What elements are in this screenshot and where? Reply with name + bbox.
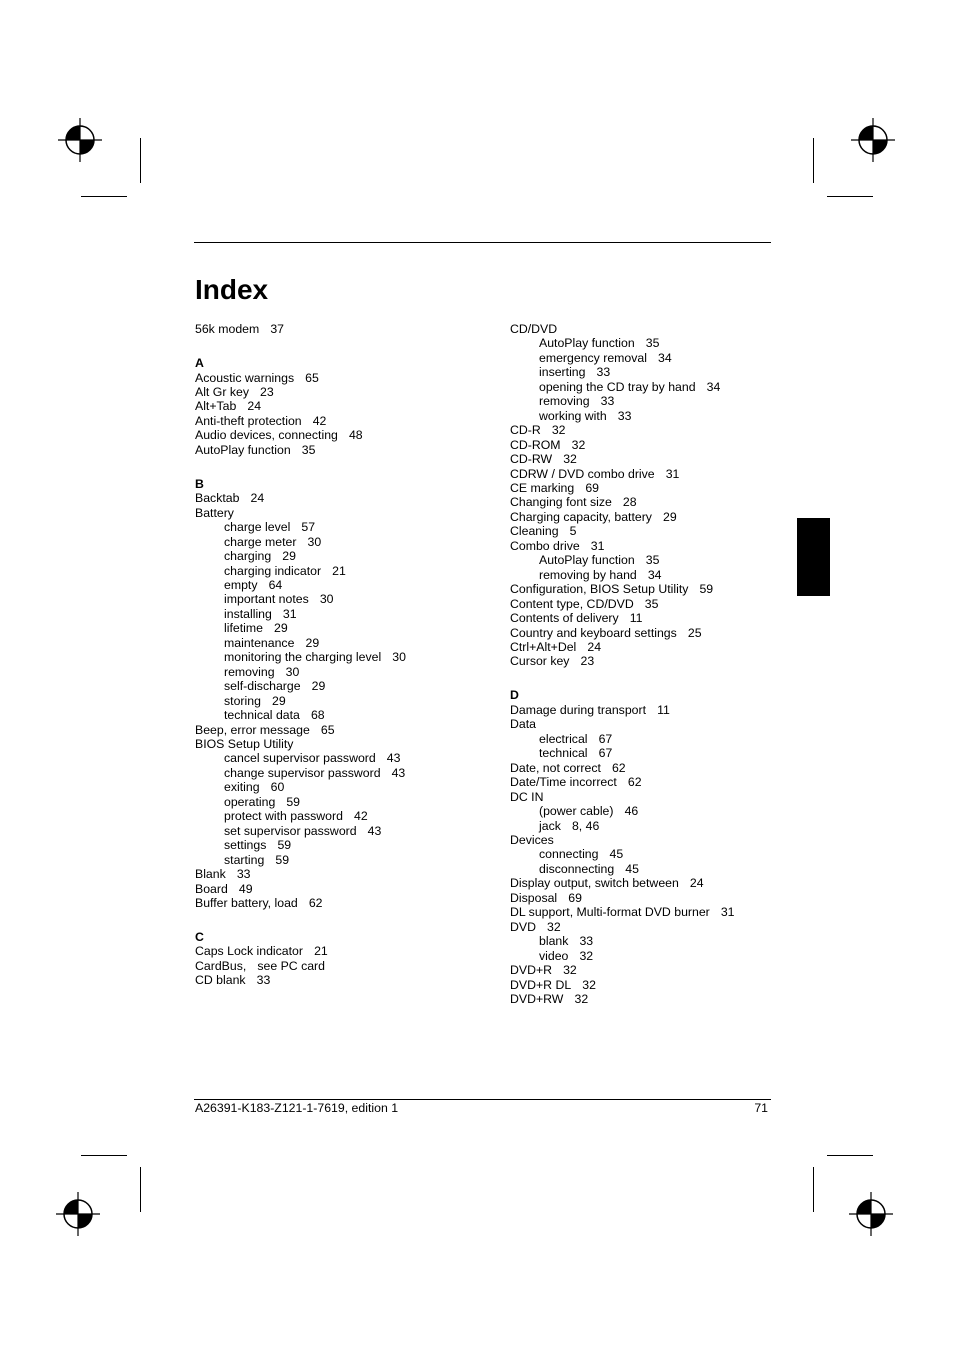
index-term: AutoPlay function: [539, 553, 635, 568]
index-term: starting: [224, 852, 265, 867]
index-page-ref: 69: [568, 890, 582, 905]
index-term: (power cable): [539, 804, 614, 819]
index-page-ref: 43: [391, 765, 406, 780]
index-term: opening the CD tray by hand: [539, 379, 696, 394]
crop-line: [827, 196, 873, 197]
index-entry: [510, 978, 790, 992]
index-page-ref: 32: [579, 948, 594, 963]
index-term: cancel supervisor password: [224, 751, 376, 766]
index-entry: [510, 891, 790, 905]
registration-mark-icon: [58, 118, 102, 162]
section-spacer: [195, 336, 495, 356]
index-page-ref: 35: [301, 442, 316, 457]
index-page-ref: 68: [310, 708, 325, 723]
index-page-ref: 43: [367, 823, 382, 838]
index-page-ref: 32: [563, 963, 577, 978]
index-subentry: [195, 592, 495, 606]
index-term: inserting: [539, 365, 586, 380]
index-term: maintenance: [224, 635, 295, 650]
index-subentry: [195, 780, 495, 794]
index-page-ref: 34: [706, 379, 721, 394]
index-term: Battery: [195, 505, 234, 520]
index-page-ref: 35: [645, 553, 660, 568]
index-term: self-discharge: [224, 679, 301, 694]
index-entry: [510, 452, 790, 466]
index-term: removing: [224, 664, 275, 679]
index-page-ref: 33: [579, 934, 594, 949]
index-subentry: [510, 409, 790, 423]
index-term: DVD: [510, 919, 536, 934]
index-page-ref: 33: [236, 867, 251, 882]
index-subentry: [195, 824, 495, 838]
crop-line: [140, 138, 141, 183]
index-entry: [510, 775, 790, 789]
index-page-ref: 32: [551, 423, 566, 438]
index-page-ref: 45: [625, 861, 639, 876]
section-spacer: [195, 457, 495, 477]
index-entry: [195, 882, 495, 896]
index-term: Content type, CD/DVD: [510, 596, 634, 611]
index-page-ref: 69: [585, 480, 599, 495]
index-term: CD blank: [195, 973, 246, 988]
index-subentry: [510, 351, 790, 365]
index-entry: [510, 495, 790, 509]
crop-line: [81, 196, 127, 197]
index-page-ref: 32: [547, 919, 561, 934]
index-term: emergency removal: [539, 350, 647, 365]
index-letter-heading: C: [195, 930, 204, 944]
index-term: Date/Time incorrect: [510, 775, 617, 790]
index-page-ref: 32: [571, 437, 586, 452]
index-term: Anti-theft protection: [195, 413, 302, 428]
index-page-ref: 28: [622, 495, 637, 510]
thumb-tab: [797, 518, 830, 596]
index-subentry: [195, 853, 495, 867]
index-subentry: [510, 746, 790, 760]
index-subentry: [195, 549, 495, 563]
registration-mark-icon: [851, 118, 895, 162]
index-page-ref: 67: [598, 746, 613, 761]
index-subentry: [195, 795, 495, 809]
index-entry: [510, 654, 790, 668]
index-page-ref: 32: [582, 977, 596, 992]
index-subentry: [195, 636, 495, 650]
index-page-ref: 46: [624, 804, 639, 819]
index-term: Audio devices, connecting: [195, 428, 338, 443]
index-subentry: [510, 568, 790, 582]
index-entry: [510, 582, 790, 596]
index-subentry: [195, 809, 495, 823]
index-term: monitoring the charging level: [224, 650, 382, 665]
index-term: Disposal: [510, 890, 558, 905]
index-term: removing: [539, 394, 590, 409]
index-page-ref: 33: [256, 973, 271, 988]
index-term: Cursor key: [510, 654, 570, 669]
index-term: video: [539, 948, 569, 963]
crop-line: [813, 138, 814, 183]
index-subentry: [510, 819, 790, 833]
index-term: Date, not correct: [510, 760, 601, 775]
index-entry: [510, 524, 790, 538]
index-subentry: [510, 934, 790, 948]
index-page-ref: 33: [596, 365, 611, 380]
index-term: exiting: [224, 780, 260, 795]
index-page-ref: 31: [282, 606, 297, 621]
index-page-ref: 31: [665, 466, 680, 481]
index-page-ref: 37: [270, 322, 284, 336]
index-subentry: [510, 847, 790, 861]
index-entry: [510, 438, 790, 452]
index-entry: [195, 414, 495, 428]
footer-rule: [194, 1099, 771, 1100]
index-page-ref: 67: [598, 731, 613, 746]
index-entry: [195, 959, 495, 973]
index-term: DL support, Multi-format DVD burner: [510, 905, 710, 920]
index-letter-heading: B: [195, 476, 204, 491]
index-page-ref: 60: [270, 780, 285, 795]
index-entry: [195, 428, 495, 442]
index-page-ref: 59: [277, 838, 292, 853]
crop-line: [81, 1155, 127, 1156]
document-id: A26391-K183-Z121-1-7619, edition 1: [195, 1101, 399, 1115]
index-entry: [195, 723, 495, 737]
index-page-ref: 62: [611, 760, 626, 775]
index-entry: [510, 761, 790, 775]
index-page-ref: 48: [348, 428, 363, 443]
index-subentry: [510, 732, 790, 746]
index-page-ref: 24: [247, 399, 262, 414]
index-entry: [510, 322, 790, 336]
index-page-ref: 30: [392, 650, 406, 665]
index-entry: [195, 737, 495, 751]
index-page-ref: 34: [658, 350, 672, 365]
index-term: operating: [224, 794, 276, 809]
index-page-ref: 31: [720, 905, 735, 920]
index-letter-heading: A: [195, 356, 204, 371]
index-term: technical: [539, 746, 588, 761]
index-term: lifetime: [224, 621, 263, 636]
index-term: Alt Gr key: [195, 384, 249, 399]
index-page-ref: 49: [238, 881, 253, 896]
index-term: Board: [195, 881, 228, 896]
index-subentry: [195, 621, 495, 635]
index-entry: [195, 443, 495, 457]
index-term: charge level: [224, 520, 291, 535]
index-term: blank: [539, 934, 569, 949]
index-term: AutoPlay function: [195, 442, 291, 457]
index-entry: [510, 467, 790, 481]
index-subentry: [510, 553, 790, 567]
index-page-ref: see PC card: [257, 958, 325, 973]
crop-line: [140, 1167, 141, 1212]
index-subentry: [195, 694, 495, 708]
index-page-ref: 45: [609, 847, 624, 862]
index-subentry: [510, 862, 790, 876]
index-entry: [510, 992, 790, 1006]
index-term: jack: [539, 818, 561, 833]
index-page-ref: 43: [386, 751, 401, 766]
index-term: CD-RW: [510, 452, 553, 467]
index-term: DVD+R: [510, 963, 553, 978]
index-term: Blank: [195, 867, 226, 882]
index-entry: [195, 385, 495, 399]
index-term: settings: [224, 838, 267, 853]
index-subentry: [195, 578, 495, 592]
index-entry: [510, 963, 790, 977]
index-page-ref: 29: [311, 679, 326, 694]
index-term: empty: [224, 577, 258, 592]
index-term: Buffer battery, load: [195, 895, 298, 910]
index-entry: [510, 703, 790, 717]
index-entry: [510, 905, 790, 919]
index-page-ref: 42: [354, 809, 368, 824]
index-subentry: [510, 949, 790, 963]
index-entry: [195, 399, 495, 413]
index-term: removing by hand: [539, 567, 637, 582]
index-subentry: [195, 751, 495, 765]
index-term: Combo drive: [510, 538, 580, 553]
index-page-ref: 8, 46: [571, 818, 600, 833]
index-page-ref: 35: [645, 336, 660, 351]
index-entry: [510, 423, 790, 437]
index-term: Ctrl+Alt+Del: [510, 639, 577, 654]
index-page-ref: 62: [627, 775, 642, 790]
index-letter-heading: D: [510, 688, 519, 703]
index-entry: [510, 640, 790, 654]
index-entry: [510, 876, 790, 890]
index-column-left: [195, 322, 495, 988]
index-entry: [510, 833, 790, 847]
index-entry: [510, 611, 790, 625]
index-page-ref: 24: [689, 876, 704, 891]
index-entry: [510, 790, 790, 804]
index-term: technical data: [224, 708, 300, 723]
index-page-ref: 59: [275, 852, 290, 867]
index-page-ref: 29: [274, 621, 288, 636]
index-subentry: [195, 564, 495, 578]
index-term: Configuration, BIOS Setup Utility: [510, 582, 689, 597]
index-term: Cleaning: [510, 524, 559, 539]
index-subentry: [195, 520, 495, 534]
index-page-ref: 24: [250, 491, 265, 506]
index-term: installing: [224, 606, 272, 621]
index-entry: [510, 539, 790, 553]
index-page-ref: 59: [286, 794, 301, 809]
index-term: working with: [539, 408, 607, 423]
index-entry: [510, 920, 790, 934]
index-term: CD/DVD: [510, 322, 558, 336]
index-term: Devices: [510, 833, 554, 847]
index-page-ref: 65: [320, 722, 335, 737]
index-term: CD-R: [510, 423, 541, 438]
index-page-ref: 25: [687, 625, 702, 640]
index-term: CardBus,: [195, 958, 247, 973]
index-page-ref: 42: [312, 413, 327, 428]
index-term: DVD+RW: [510, 991, 564, 1006]
index-term: Display output, switch between: [510, 876, 679, 891]
index-page-ref: 21: [332, 563, 346, 578]
index-page-ref: 24: [587, 639, 602, 654]
index-page-ref: 33: [600, 394, 615, 409]
index-page-ref: 29: [663, 509, 677, 524]
index-subentry: [510, 336, 790, 350]
index-term: charging indicator: [224, 563, 322, 578]
index-page-ref: 33: [617, 408, 632, 423]
registration-mark-icon: [56, 1192, 100, 1236]
index-entry: [510, 481, 790, 495]
index-term: CE marking: [510, 480, 575, 495]
registration-mark-icon: [849, 1192, 893, 1236]
index-entry: [195, 506, 495, 520]
index-page-ref: 29: [305, 635, 320, 650]
index-entry: [195, 896, 495, 910]
index-term: DVD+R DL: [510, 977, 572, 992]
index-subentry: [195, 607, 495, 621]
index-page-ref: 62: [308, 895, 323, 910]
index-term: CDRW / DVD combo drive: [510, 466, 655, 481]
index-term: storing: [224, 693, 261, 708]
index-term: disconnecting: [539, 861, 615, 876]
index-page-ref: 23: [260, 384, 274, 399]
index-subentry: [195, 665, 495, 679]
index-term: AutoPlay function: [539, 336, 635, 351]
index-page-ref: 34: [647, 567, 662, 582]
index-term: Acoustic warnings: [195, 370, 295, 385]
index-entry: [195, 322, 495, 336]
index-page-ref: 59: [699, 582, 714, 597]
index-page-ref: 30: [319, 592, 334, 607]
index-page-ref: 31: [590, 538, 605, 553]
index-term: Contents of delivery: [510, 611, 619, 626]
index-subentry: [195, 535, 495, 549]
index-subentry: [510, 365, 790, 379]
index-subentry: [195, 650, 495, 664]
index-page-ref: 32: [563, 452, 577, 467]
index-subentry: [510, 804, 790, 818]
index-subentry: [510, 380, 790, 394]
index-term: CD-ROM: [510, 437, 561, 452]
index-page-ref: 32: [574, 991, 589, 1006]
index-page-ref: 57: [301, 520, 316, 535]
index-term: Beep, error message: [195, 722, 310, 737]
index-page-ref: 11: [657, 702, 670, 717]
index-entry: [510, 510, 790, 524]
crop-line: [813, 1167, 814, 1212]
index-term: DC IN: [510, 789, 544, 804]
index-entry: [510, 626, 790, 640]
index-page-ref: 29: [271, 693, 286, 708]
crop-line: [827, 1155, 873, 1156]
index-page-ref: 5: [569, 524, 577, 539]
index-page-ref: 23: [580, 654, 595, 669]
index-entry: [510, 597, 790, 611]
index-term: change supervisor password: [224, 765, 381, 780]
index-term: connecting: [539, 847, 599, 862]
index-term: 56k modem: [195, 322, 260, 336]
index-page-ref: 65: [305, 370, 319, 385]
page-number: 71: [754, 1101, 768, 1115]
index-term: charge meter: [224, 534, 297, 549]
index-page-ref: 35: [644, 596, 659, 611]
index-term: charging: [224, 549, 272, 564]
index-page-ref: 29: [282, 549, 296, 564]
index-subentry: [195, 708, 495, 722]
index-page-ref: 30: [285, 664, 300, 679]
index-term: set supervisor password: [224, 823, 357, 838]
header-rule: [194, 242, 771, 243]
index-entry: [195, 867, 495, 881]
index-term: Caps Lock indicator: [195, 944, 303, 959]
index-term: electrical: [539, 731, 588, 746]
index-entry: [195, 371, 495, 385]
index-column-right: [510, 322, 790, 1006]
page-title: Index: [195, 274, 269, 305]
index-term: Country and keyboard settings: [510, 625, 677, 640]
index-term: Data: [510, 717, 536, 732]
index-term: protect with password: [224, 809, 343, 824]
index-subentry: [195, 766, 495, 780]
index-page-ref: 30: [307, 534, 322, 549]
index-entry: [510, 717, 790, 731]
index-term: BIOS Setup Utility: [195, 736, 294, 751]
index-entry: [195, 973, 495, 987]
section-spacer: [195, 910, 495, 930]
index-entry: [195, 944, 495, 958]
index-term: Damage during transport: [510, 702, 647, 717]
index-page-ref: 11: [629, 611, 643, 626]
index-page-ref: 21: [314, 944, 328, 959]
index-term: Charging capacity, battery: [510, 509, 652, 524]
index-term: Alt+Tab: [195, 399, 237, 414]
index-subentry: [195, 679, 495, 693]
index-term: Changing font size: [510, 495, 612, 510]
index-page-ref: 64: [268, 577, 283, 592]
section-spacer: [510, 669, 790, 689]
index-subentry: [510, 394, 790, 408]
index-term: Backtab: [195, 491, 240, 506]
index-subentry: [195, 838, 495, 852]
index-term: important notes: [224, 592, 309, 607]
index-entry: [195, 491, 495, 505]
